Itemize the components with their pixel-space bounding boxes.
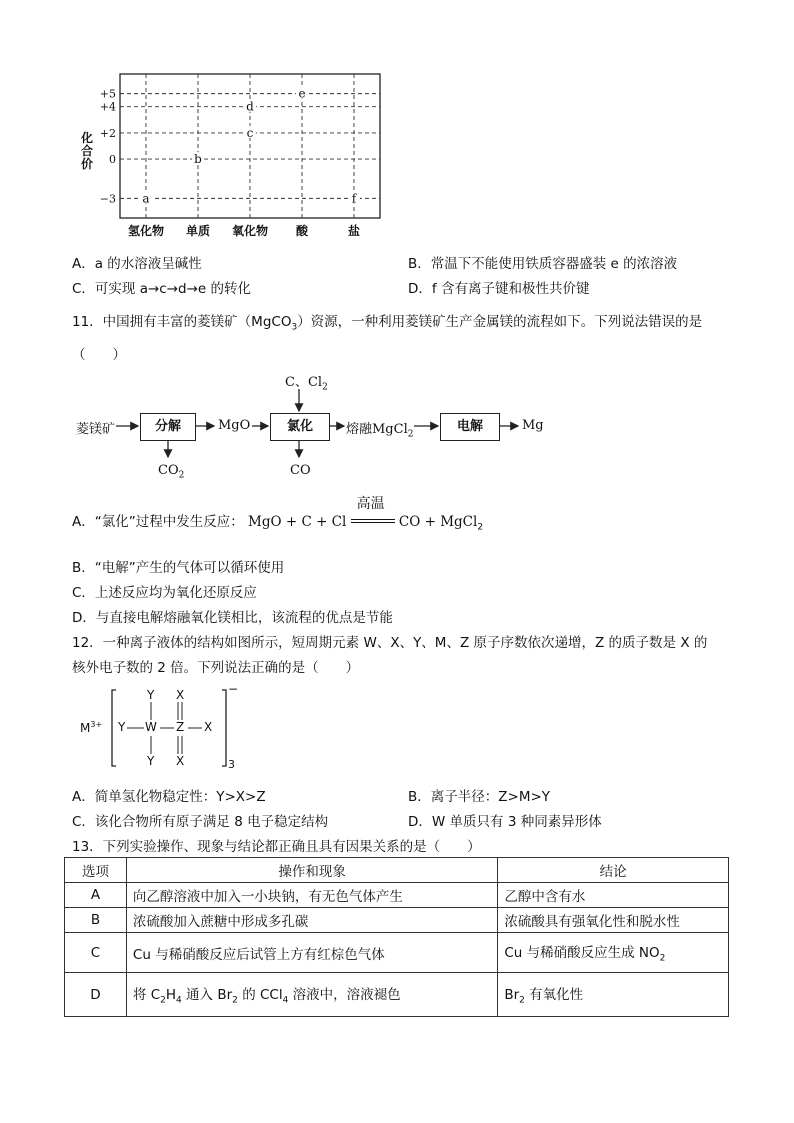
chart-ylabel: 化合价 <box>81 131 94 171</box>
chart-xtick-label: 单质 <box>185 224 211 238</box>
op-d-s4: 4 <box>282 995 289 1006</box>
flow-mg-label: Mg <box>522 418 544 433</box>
flow-input-label <box>285 371 328 393</box>
struct-cation <box>80 720 102 735</box>
chart-point-e: e <box>298 86 306 101</box>
flow-mgcl2-label <box>346 418 413 440</box>
q11-eq-right-sub: 2 <box>477 522 484 533</box>
chart-ytick-label: +5 <box>99 87 116 101</box>
flow-input-text: C、Cl <box>285 375 323 390</box>
flow-box-electrolysis: 电解 <box>440 413 500 441</box>
chart-point-d: d <box>246 99 254 114</box>
chart-ytick-label: +2 <box>99 126 116 140</box>
q11-eq-right: CO + MgCl <box>398 514 478 530</box>
q10-option-a: A．a 的水溶液呈碱性 <box>72 256 202 272</box>
q13-stem: 13．下列实验操作、现象与结论都正确且具有因果关系的是（ ） <box>72 839 481 855</box>
q11-stem-end: ）资源，一种利用菱镁矿生产金属镁的流程如下。下列说法错误的是 <box>297 314 703 330</box>
chart-point-c: c <box>246 125 254 140</box>
table-cell-operation: 浓硫酸加入蔗糖中形成多孔碳 <box>126 908 497 933</box>
q11-stem <box>72 310 702 333</box>
q11-eq-left: MgO + C + Cl <box>248 514 347 530</box>
valence-chart <box>80 68 400 248</box>
chart-xtick-label: 盐 <box>347 224 361 238</box>
concl-c-text: Cu 与稀硝酸反应生成 NO <box>504 945 660 962</box>
table-cell-conclusion <box>498 973 729 1017</box>
chart-xtick-label: 氢化物 <box>127 224 165 238</box>
flow-co2-label <box>158 463 184 481</box>
struct-cation-charge: 3+ <box>90 720 103 729</box>
q12-option-d: D．W 单质只有 3 种同素异形体 <box>408 814 602 830</box>
q10-option-d: D．f 含有离子键和极性共价键 <box>408 281 590 297</box>
table-header-operation: 操作和现象 <box>126 858 497 883</box>
concl-d-1: Br <box>504 987 520 1004</box>
table-cell-option: B <box>65 908 127 933</box>
chart-point-b: b <box>194 152 202 167</box>
table-row <box>65 933 729 973</box>
table-cell-operation: Cu 与稀硝酸反应后试管上方有红棕色气体 <box>126 933 497 973</box>
experiment-table <box>64 857 729 1017</box>
chart-ytick-label: −3 <box>99 192 116 206</box>
table-row <box>65 908 729 933</box>
chart-xtick-label: 酸 <box>295 224 309 238</box>
q12-option-b: B．离子半径：Z>M>Y <box>408 789 551 805</box>
table-header-row <box>65 858 729 883</box>
chart-ytick-label: +4 <box>99 100 116 114</box>
flow-co-label: CO <box>290 463 311 478</box>
q11-option-c: C．上述反应均为氧化还原反应 <box>72 585 257 601</box>
struct-x-right: X <box>204 720 213 734</box>
op-d-s2: 4 <box>176 995 182 1006</box>
q10-option-c: C．可实现 a→c→d→e 的转化 <box>72 281 252 297</box>
q11-stem-text: 11．中国拥有丰富的菱镁矿（MgCO <box>72 314 292 330</box>
table-row <box>65 973 729 1017</box>
table-cell-option: D <box>65 973 127 1017</box>
q11-option-a-prefix: A．“氯化”过程中发生反应： <box>72 514 244 530</box>
flow-start-label: 菱镁矿 <box>76 422 116 437</box>
chart-point-a: a <box>142 191 150 206</box>
structure-bonds <box>78 682 248 774</box>
flow-mgcl2-text: 熔融MgCl <box>346 422 408 437</box>
struct-count: 3 <box>228 758 235 771</box>
flow-input-sub: 2 <box>322 382 328 393</box>
flow-box-decompose: 分解 <box>140 413 196 441</box>
valence-chart-svg <box>80 68 400 248</box>
concl-d-2: 有氧化性 <box>524 987 584 1004</box>
table-cell-operation <box>126 973 497 1017</box>
op-d-1: 将 C <box>132 987 161 1004</box>
flow-co2-text: CO <box>158 463 179 478</box>
q12-stem-line2: 核外电子数的 2 倍。下列说法正确的是（ ） <box>72 660 360 676</box>
struct-y-bottom: Y <box>147 754 155 768</box>
q11-eq-condition: 高温 <box>356 496 385 512</box>
struct-y-left: Y <box>118 720 126 734</box>
flow-box-chlorinate: 氯化 <box>270 413 330 441</box>
table-cell-option: C <box>65 933 127 973</box>
table-cell-conclusion: 乙醇中含有水 <box>498 883 729 908</box>
table-row <box>65 883 729 908</box>
q11-option-b: B．“电解”产生的气体可以循环使用 <box>72 560 285 576</box>
op-d-4: 的 CCl <box>237 987 283 1004</box>
op-d-s1: 2 <box>160 995 166 1006</box>
op-d-3: 通入 Br <box>181 987 233 1004</box>
table-cell-conclusion <box>498 933 729 973</box>
concl-d-s: 2 <box>519 995 525 1006</box>
op-d-5: 溶液中，溶液褪色 <box>288 987 401 1004</box>
q12-stem-line1: 12．一种离子液体的结构如图所示，短周期元素 W、X、Y、M、Z 原子序数依次递增，Z 的质子数是 X 的 <box>72 635 708 651</box>
struct-charge: − <box>228 682 239 696</box>
table-header-conclusion: 结论 <box>498 858 729 883</box>
struct-x-bottom: X <box>176 754 185 768</box>
flow-mgcl2-sub: 2 <box>407 429 414 440</box>
flow-co2-sub: 2 <box>178 470 185 481</box>
struct-cation-symbol: M <box>80 721 91 735</box>
q12-option-c: C．该化合物所有原子满足 8 电子稳定结构 <box>72 814 329 830</box>
table-cell-option: A <box>65 883 127 908</box>
op-d-s3: 2 <box>232 995 238 1006</box>
q12-structure <box>78 682 248 774</box>
q11-option-d: D．与直接电解熔融氧化镁相比，该流程的优点是节能 <box>72 610 393 626</box>
struct-x-top: X <box>176 688 185 702</box>
q11-blank: （ ） <box>72 347 126 363</box>
flow-mgo-label: MgO <box>218 418 251 433</box>
struct-z: Z <box>176 720 185 734</box>
q11-eq-bar <box>351 519 395 523</box>
chart-ytick-label: 0 <box>109 153 116 167</box>
table-header-option: 选项 <box>65 858 127 883</box>
chart-point-f: f <box>351 191 357 206</box>
struct-y-top: Y <box>147 688 155 702</box>
q10-option-b: B．常温下不能使用铁质容器盛装 e 的浓溶液 <box>408 256 678 272</box>
q11-stem-sub: 3 <box>291 322 298 333</box>
q11-option-a <box>72 496 484 533</box>
q11-flow-diagram <box>72 365 552 485</box>
table-cell-operation: 向乙醇溶液中加入一小块钠，有无色气体产生 <box>126 883 497 908</box>
q12-option-a: A．简单氢化物稳定性：Y>X>Z <box>72 789 266 805</box>
concl-c-sub: 2 <box>659 953 666 964</box>
chart-xtick-label: 氧化物 <box>231 224 269 238</box>
op-d-2: H <box>165 987 177 1004</box>
table-cell-conclusion: 浓硫酸具有强氧化性和脱水性 <box>498 908 729 933</box>
struct-w: W <box>145 720 157 734</box>
q11-eq-arrow <box>351 496 395 529</box>
